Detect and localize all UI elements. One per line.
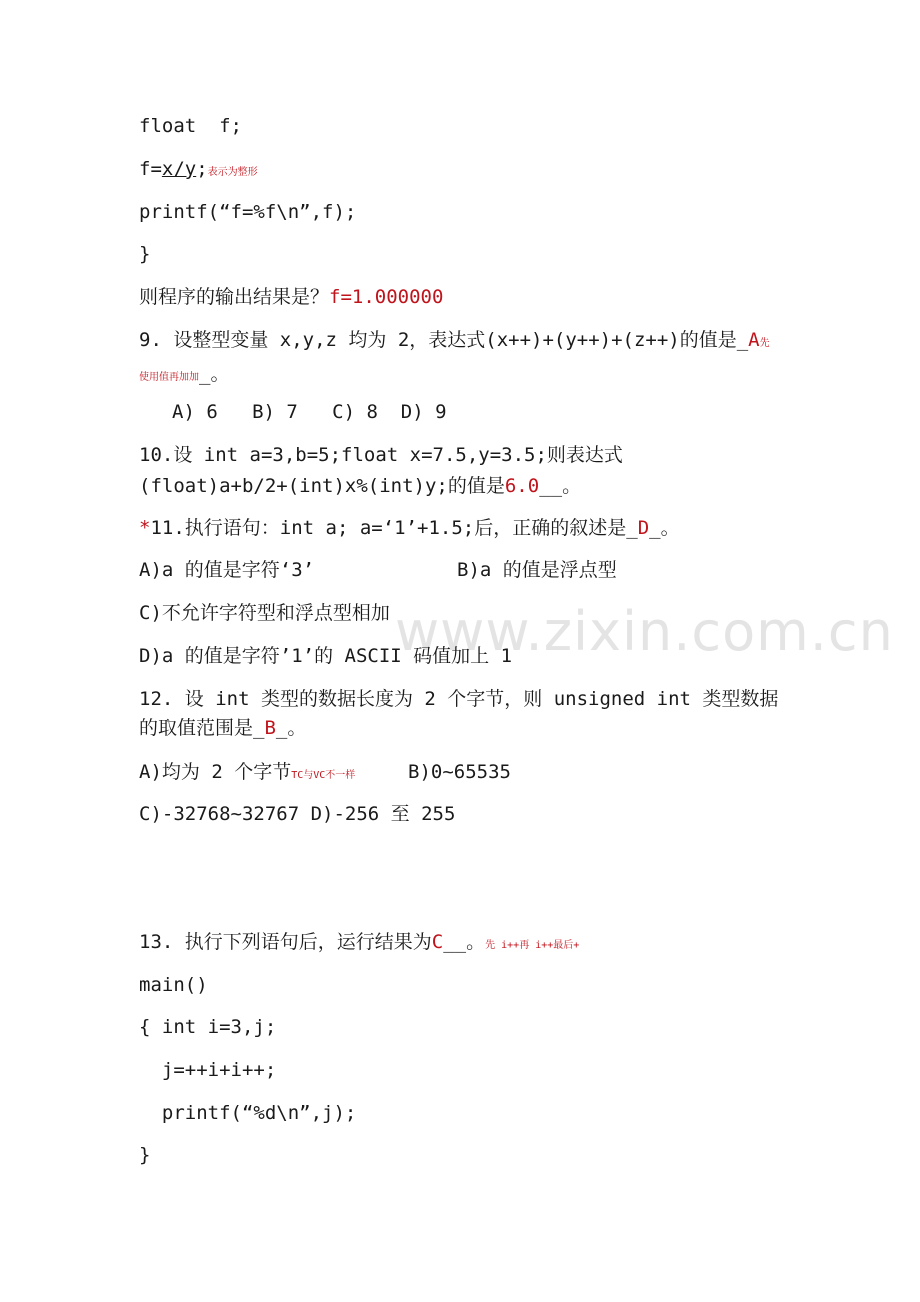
question-text: (float)a+b/2+(int)x%(int)y;的值是 (139, 475, 505, 497)
q13-code-line: { int i=3,j; (139, 1016, 277, 1038)
q10-line1: 10.设 int a=3,b=5;float x=7.5,y=3.5;则表达式 (139, 444, 623, 466)
code-prefix: f= (139, 158, 162, 180)
q13-code-line: } (139, 1144, 151, 1166)
question-text: 13. 执行下列语句后，运行结果为 (139, 931, 432, 953)
q12-option-cd: C)-32768~32767 D)-256 至 255 (139, 803, 456, 825)
q11-option-b: B)a 的值是浮点型 (457, 559, 617, 581)
code-line-float-decl: float f; (139, 115, 242, 137)
question-text: 则程序的输出结果是？ (139, 286, 330, 308)
q9-options: A) 6 B) 7 C) 8 D) 9 (172, 401, 447, 423)
q13-code-line: j=++i+i++; (139, 1059, 277, 1081)
q8-result (139, 285, 443, 309)
answer-text: C (431, 931, 444, 953)
annotation-note: 表示为整形 (207, 167, 258, 178)
q12-option-a (139, 760, 355, 788)
code-expression: x/y (161, 158, 197, 180)
code-line-printf: printf(“f=%f\n”,f); (139, 201, 357, 223)
annotation-note: 使用值再加加 (139, 372, 199, 383)
q13-code-line: main() (139, 974, 208, 996)
annotation-note: 先 (759, 338, 770, 349)
q9-question-cont (139, 362, 229, 390)
answer-text: B (264, 717, 276, 739)
q9-question (139, 328, 770, 356)
answer-text: 6.0 (504, 475, 540, 497)
q13-question (139, 930, 579, 958)
question-text: 的取值范围是_ (139, 717, 265, 739)
question-tail: __。 (443, 931, 486, 953)
question-tail: _。 (275, 717, 307, 739)
question-text: 9. 设整型变量 x,y,z 均为 2，表达式(x++)+(y++)+(z++)的值是_ (139, 329, 749, 351)
q10-line2 (139, 474, 581, 498)
q11-option-a: A)a 的值是字符‘3’ (139, 559, 315, 581)
question-text: 11.执行语句：int a; a=‘1’+1.5;后，正确的叙述是_ (150, 517, 638, 539)
q11-option-d: D)a 的值是字符’1’的 ASCII 码值加上 1 (139, 645, 513, 667)
q13-code-line: printf(“%d\n”,j); (139, 1102, 357, 1124)
star-marker: * (139, 517, 151, 539)
annotation-note: 先 i++再 i++最后+ (485, 940, 580, 951)
code-line-assign (139, 157, 258, 185)
q11-option-c: C)不允许字符型和浮点型相加 (139, 602, 390, 624)
code-line-close-brace: } (139, 243, 151, 265)
answer-text: f=1.000000 (329, 286, 444, 308)
annotation-note: TC与VC不一样 (291, 770, 356, 781)
q11-question (139, 516, 680, 540)
q12-option-b: B)0~65535 (408, 761, 511, 783)
option-text: A)均为 2 个字节 (139, 761, 292, 783)
question-tail: _。 (649, 517, 680, 539)
answer-text: A (748, 329, 760, 351)
question-tail: _。 (199, 363, 230, 385)
q12-line1: 12. 设 int 类型的数据长度为 2 个字节，则 unsigned int 类型数据 (139, 688, 779, 710)
q12-line2 (139, 716, 306, 740)
question-tail: __。 (539, 475, 582, 497)
answer-text: D (637, 517, 650, 539)
code-semicolon: ; (196, 158, 208, 180)
watermark: www.zixin.com.cn (395, 600, 894, 663)
